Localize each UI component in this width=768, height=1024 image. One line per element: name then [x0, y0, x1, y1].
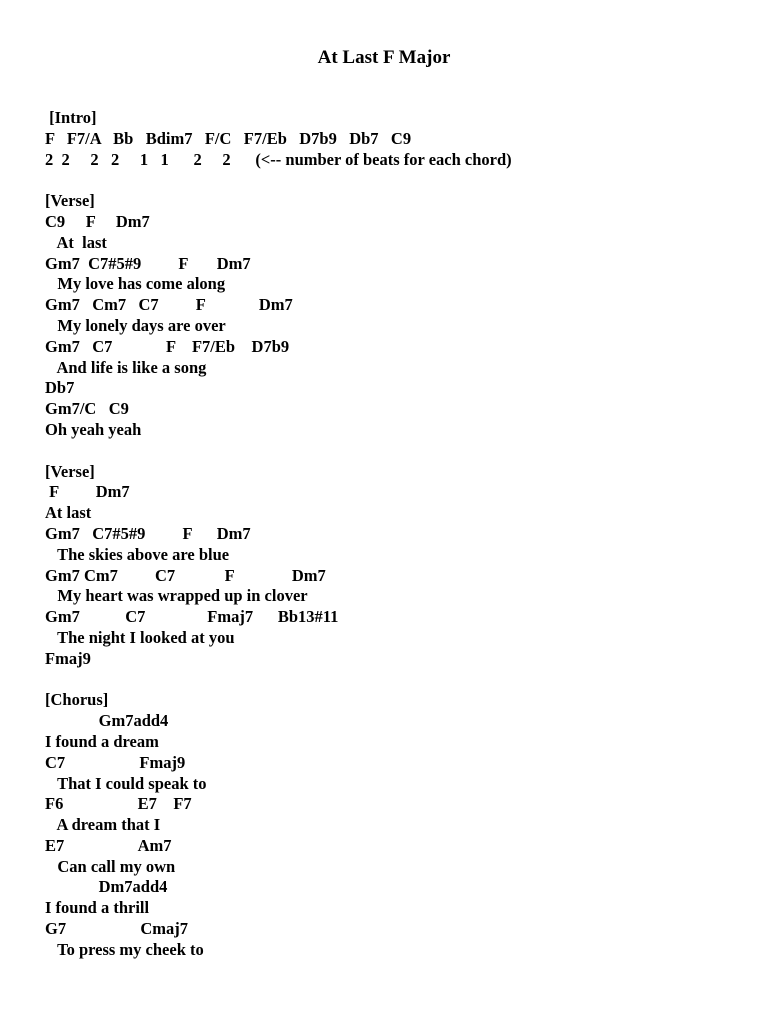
lyric-line: My love has come along — [45, 274, 226, 294]
lyric-line: To press my cheek to — [45, 939, 204, 959]
chord-line: Dm7add4 — [45, 877, 168, 897]
blank-line — [45, 170, 512, 191]
chord-line: F F7/A Bb Bdim7 F/C F7/Eb D7b9 Db7 C9 — [45, 128, 412, 148]
chord-line: Gm7 C7#5#9 F Dm7 — [45, 253, 251, 273]
chord-line: Db7 — [45, 378, 75, 398]
lyric-line: At last — [45, 503, 92, 523]
lyric-line: I found a dream — [45, 731, 159, 751]
chord-line: Fmaj9 — [45, 648, 91, 668]
chord-line: F6 E7 F7 — [45, 794, 192, 814]
lyric-line: Can call my own — [45, 856, 176, 876]
section-label-intro: [Intro] — [45, 108, 97, 127]
lyric-line: My heart was wrapped up in clover — [45, 586, 308, 606]
chord-line: C9 F Dm7 — [45, 211, 150, 231]
chord-line: C7 Fmaj9 — [45, 752, 186, 772]
blank-line — [45, 441, 512, 462]
section-label-verse: [Verse] — [45, 191, 95, 211]
lyric-line: The skies above are blue — [45, 544, 230, 564]
lyric-line: Oh yeah yeah — [45, 419, 142, 439]
lyric-line: The night I looked at you — [45, 627, 235, 647]
section-label-verse: [Verse] — [45, 461, 95, 481]
chord-sheet — [45, 108, 512, 961]
chord-line: Gm7 Cm7 C7 F Dm7 — [45, 565, 326, 585]
lyric-line: At last — [45, 232, 107, 252]
lyric-line: A dream that I — [45, 815, 161, 835]
chord-line: E7 Am7 — [45, 835, 172, 855]
lyric-line: And life is like a song — [45, 357, 207, 377]
chord-line: Gm7add4 — [45, 711, 169, 731]
chord-line: Gm7 Cm7 C7 F Dm7 — [45, 295, 293, 315]
lyric-line: That I could speak to — [45, 773, 207, 793]
chord-line: Gm7 C7 Fmaj7 Bb13#11 — [45, 607, 339, 627]
blank-line — [45, 670, 512, 691]
lyric-line: I found a thrill — [45, 898, 150, 918]
chord-line: F Dm7 — [45, 482, 130, 502]
chord-line: Gm7 C7#5#9 F Dm7 — [45, 523, 251, 543]
chord-line: G7 Cmaj7 — [45, 919, 188, 939]
chord-line: Gm7 C7 F F7/Eb D7b9 — [45, 336, 290, 356]
lyric-line: My lonely days are over — [45, 315, 226, 335]
section-label-chorus: [Chorus] — [45, 690, 109, 710]
beats-line: 2 2 2 2 1 1 2 2 (<-- number of beats for each chord) — [45, 149, 512, 169]
chord-line: Gm7/C C9 — [45, 399, 129, 419]
song-title: At Last F Major — [317, 47, 451, 68]
